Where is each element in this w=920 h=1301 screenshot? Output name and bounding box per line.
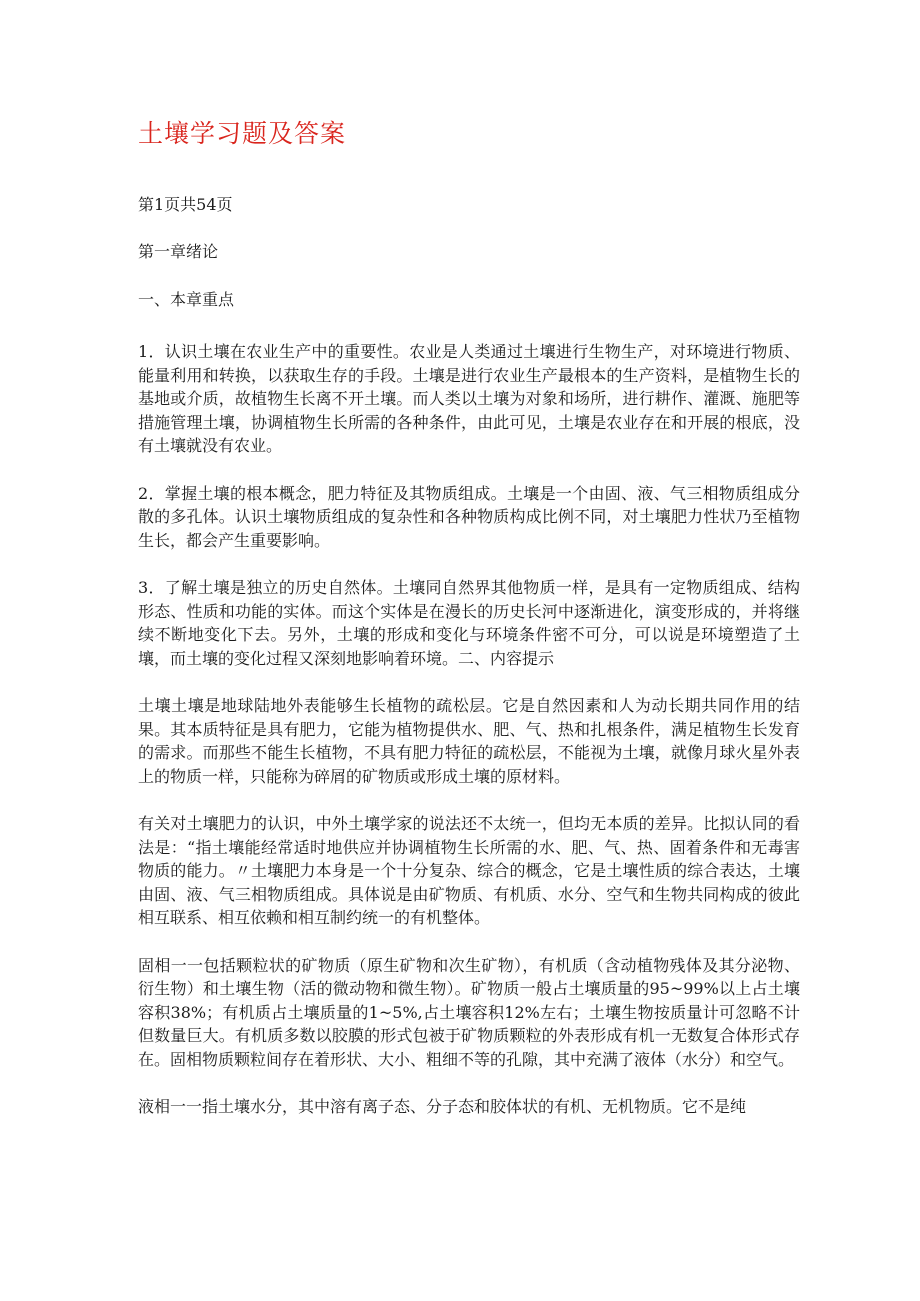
chapter-heading: 第一章绪论 bbox=[138, 242, 219, 261]
paragraph: 2．掌握土壤的根本概念，肥力特征及其物质组成。土壤是一个由固、液、气三相物质组成分散的多孔体。认识土壤物质组成的复杂性和各种物质构成比例不同，对土壤肥力性状乃至植物生长，都会产生重要影响。 bbox=[138, 483, 800, 550]
paragraph: 液相一一指土壤水分，其中溶有离子态、分子态和胶体状的有机、无机物质。它不是纯 bbox=[138, 1097, 747, 1116]
paragraph: 固相一一包括颗粒状的矿物质（原生矿物和次生矿物），有机质（含动植物残体及其分泌物、衍生物）和土壤生物（活的微动物和微生物）。矿物质一般占土壤质量的95~99%以上占土壤容积38%；有机质占土壤质量的1~5%,占土壤容积12%左右；土壤生物按质量计可忽略不计但数量巨大。有机质多数以胶膜的形式包被于矿物质颗粒的外表形成有机一无数复合体形式存在。固相物质颗粒间存在着形状、大小、粗细不等的孔隙，其中充满了液体（水分）和空气。 bbox=[138, 955, 800, 1069]
paragraph: 土壤土壤是地球陆地外表能够生长植物的疏松层。它是自然因素和人为动长期共同作用的结果。其本质特征是具有肥力，它能为植物提供水、肥、气、热和扎根条件，满足植物生长发育的需求。而那些不能生长植物，不具有肥力特征的疏松层，不能视为土壤，就像月球火星外表上的物质一样，只能称为碎屑的矿物质或形成土壤的原材料。 bbox=[138, 696, 800, 786]
section-heading: 一、本章重点 bbox=[138, 290, 235, 309]
paragraph: 1．认识土壤在农业生产中的重要性。农业是人类通过土壤进行生物生产，对环境进行物质、能量利用和转换，以获取生存的手段。土壤是进行农业生产最根本的生产资料，是植物生长的基地或介质，故植物生长离不开土壤。而人类以土壤为对象和场所，进行耕作、灌溉、施肥等措施管理土壤，协调植物生长所需的各种条件，由此可见，土壤是农业存在和开展的根底，没有土壤就没有农业。 bbox=[138, 342, 800, 455]
paragraph: 3．了解土壤是独立的历史自然体。土壤同自然界其他物质一样，是具有一定物质组成、结构形态、性质和功能的实体。而这个实体是在漫长的历史长河中逐渐进化，演变形成的，并将继续不断地变化下去。另外，土壤的形成和变化与环境条件密不可分，可以说是环境塑造了土壤，而土壤的变化过程又深刻地影响着环境。二、内容提示 bbox=[138, 578, 800, 668]
document-title: 土壤学习题及答案 bbox=[138, 119, 347, 148]
page-indicator: 第1页共54页 bbox=[138, 195, 233, 214]
paragraph: 有关对土壤肥力的认识，中外土壤学家的说法还不太统一，但均无本质的差异。比拟认同的看法是：“指土壤能经常适时地供应并协调植物生长所需的水、肥、气、热、固着条件和无毒害物质的能力。〃土壤肥力本身是一个十分复杂、综合的概念，它是土壤性质的综合表达，土壤由固、液、气三相物质组成。具体说是由矿物质、有机质、水分、空气和生物共同构成的彼此相互联系、相互依赖和相互制约统一的有机整体。 bbox=[138, 814, 800, 927]
